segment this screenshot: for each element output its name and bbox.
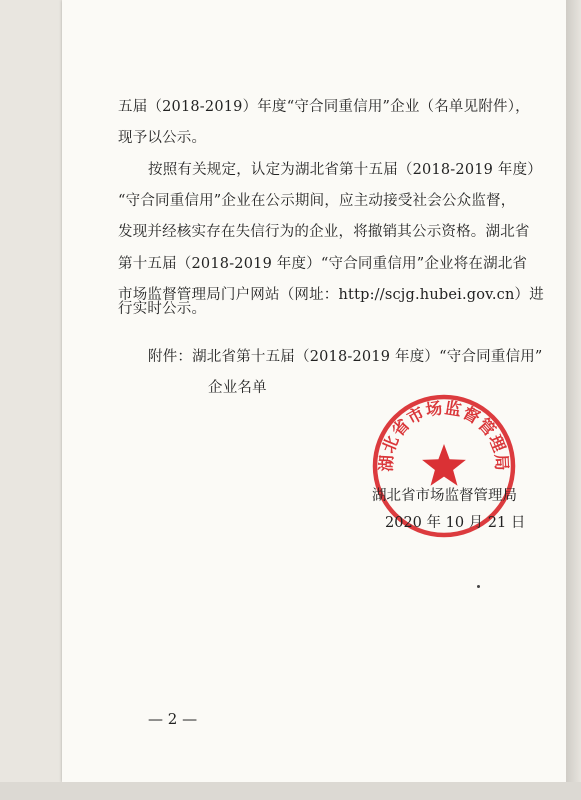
issue-date: 2020 年 10 月 21 日 xyxy=(385,515,526,531)
body-line-1: 五届（2018-2019）年度“守合同重信用”企业（名单见附件）， xyxy=(118,99,530,115)
body-line-5: 发现并经核实存在失信行为的企业，将撤销其公示资格。湖北省 xyxy=(118,224,530,240)
attachment-line-2: 企业名单 xyxy=(208,380,267,396)
page-number: — 2 — xyxy=(148,710,198,728)
body-line-7: 市场监督管理局门户网站（网址：http://scjg.hubei.gov.cn）进 xyxy=(118,287,544,303)
page-edge xyxy=(566,0,581,800)
body-line-6: 第十五届（2018-2019 年度）“守合同重信用”企业将在湖北省 xyxy=(118,256,528,272)
body-line-4: “守合同重信用”企业在公示期间，应主动接受社会公众监督， xyxy=(118,193,516,209)
issuer-name: 湖北省市场监督管理局 xyxy=(372,488,517,504)
body-line-8: 行实时公示。 xyxy=(118,301,207,317)
body-line-2: 现予以公示。 xyxy=(118,130,207,146)
seal-text: 湖北省市场监督管理局 xyxy=(376,398,512,473)
document-page xyxy=(62,0,566,782)
scan-background xyxy=(0,782,581,800)
scan-speck xyxy=(477,585,480,588)
seal-star-icon xyxy=(422,444,466,486)
body-line-3: 按照有关规定，认定为湖北省第十五届（2018-2019 年度） xyxy=(148,162,543,178)
attachment-line-1: 附件：湖北省第十五届（2018-2019 年度）“守合同重信用” xyxy=(148,349,543,365)
